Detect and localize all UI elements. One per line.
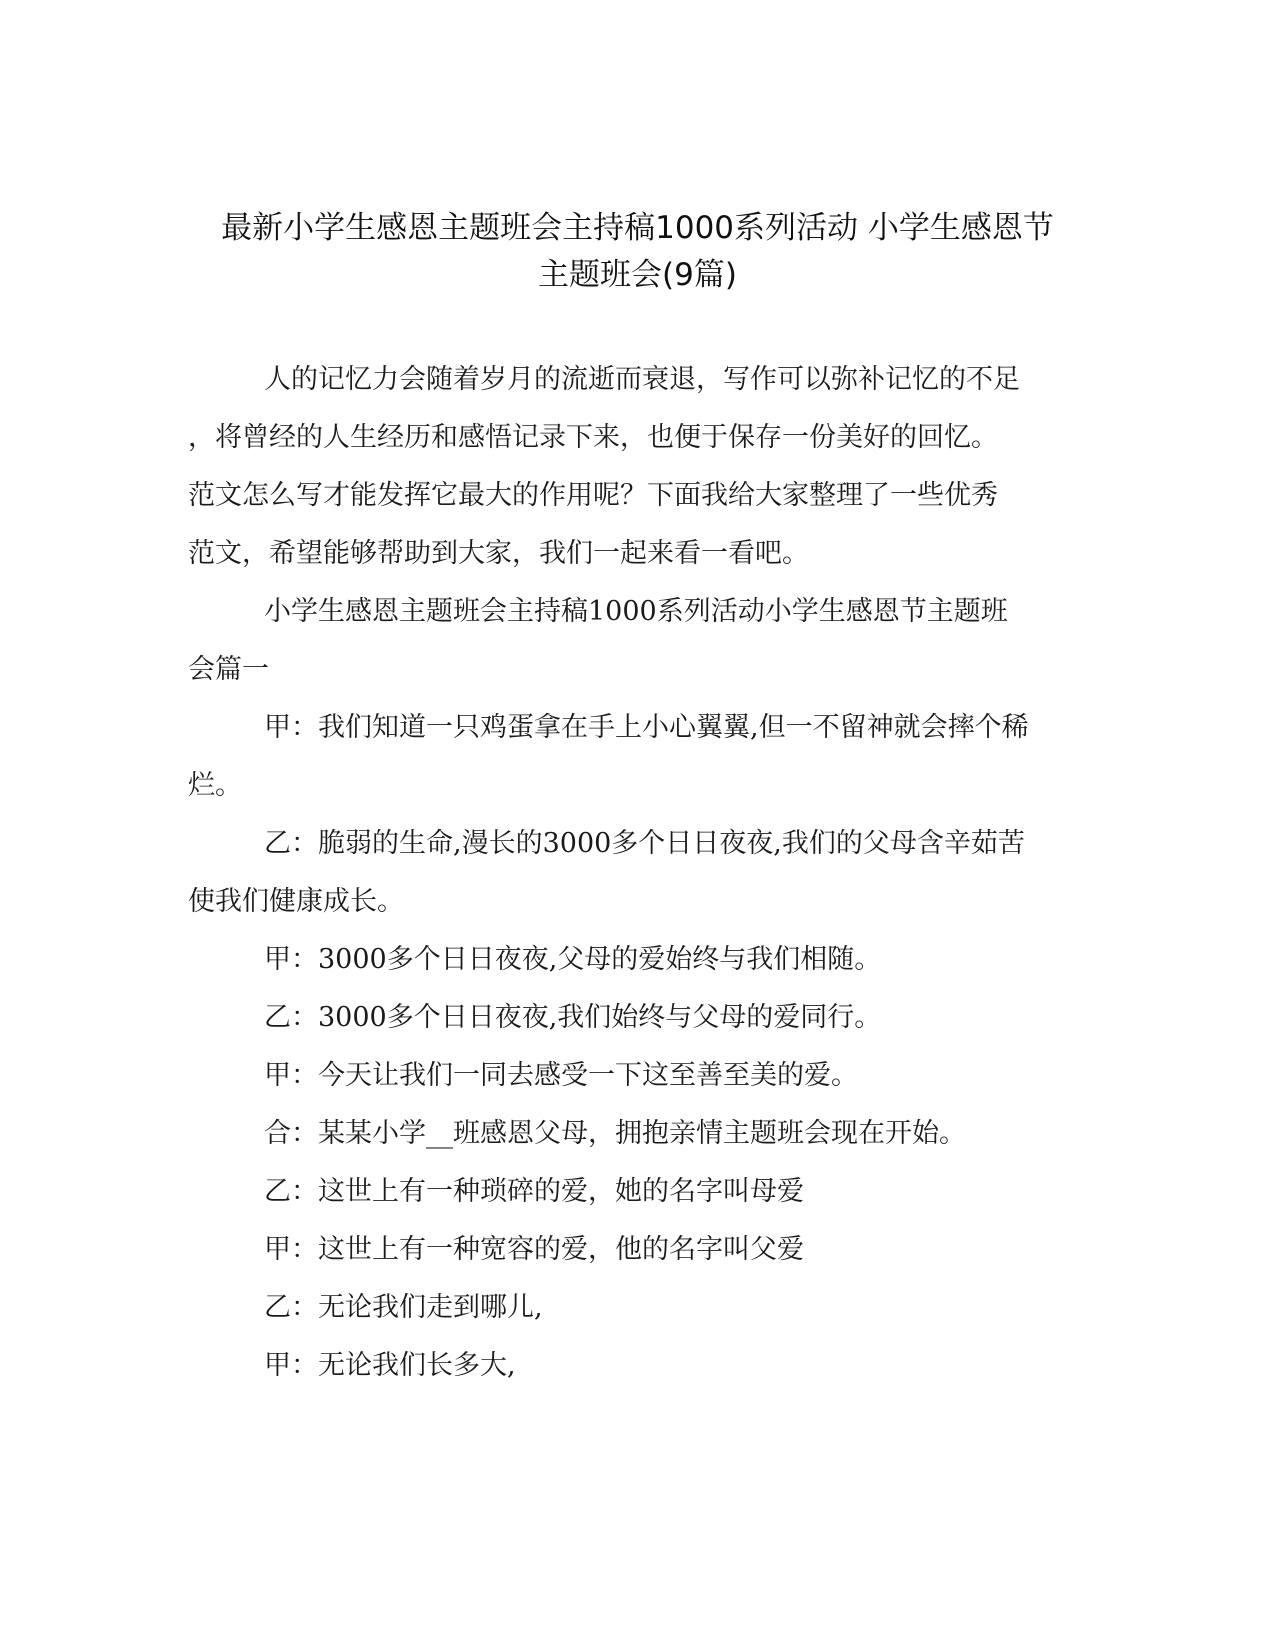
dialogue-line: 甲：我们知道一只鸡蛋拿在手上小心翼翼,但一不留神就会摔个稀 — [264, 712, 1029, 743]
dialogue-line: 合：某某小学__班感恩父母，拥抱亲情主题班会现在开始。 — [264, 1118, 966, 1149]
document-title — [150, 205, 1125, 299]
paragraph-line: 人的记忆力会随着岁月的流逝而衰退，写作可以弥补记忆的不足 — [264, 364, 1020, 395]
paragraph-line: 范文，希望能够帮助到大家，我们一起来看一看吧。 — [188, 538, 809, 569]
dialogue-line: 乙：脆弱的生命,漫长的3000多个日日夜夜,我们的父母含辛茹苦 — [264, 828, 1025, 859]
dialogue-line: 乙：无论我们走到哪儿, — [264, 1292, 543, 1323]
paragraph-line: 范文怎么写才能发挥它最大的作用呢？下面我给大家整理了一些优秀 — [188, 480, 998, 511]
dialogue-line: 乙：这世上有一种琐碎的爱，她的名字叫母爱 — [264, 1176, 804, 1207]
title-line-1: 最新小学生感恩主题班会主持稿1000系列活动 小学生感恩节 — [221, 210, 1054, 246]
dialogue-line: 甲：这世上有一种宽容的爱，他的名字叫父爱 — [264, 1234, 804, 1265]
dialogue-line: 乙：3000多个日日夜夜,我们始终与父母的爱同行。 — [264, 1002, 882, 1033]
section-heading-line: 会篇一 — [188, 654, 269, 685]
dialogue-line: 使我们健康成长。 — [188, 886, 404, 917]
paragraph-line: ，将曾经的人生经历和感悟记录下来，也便于保存一份美好的回忆。 — [188, 422, 998, 453]
dialogue-line: 甲：3000多个日日夜夜,父母的爱始终与我们相随。 — [264, 944, 882, 975]
dialogue-line: 烂。 — [188, 770, 242, 801]
section-heading-line: 小学生感恩主题班会主持稿1000系列活动小学生感恩节主题班 — [264, 596, 1008, 627]
dialogue-line: 甲：今天让我们一同去感受一下这至善至美的爱。 — [264, 1060, 858, 1091]
title-line-2: 主题班会(9篇) — [538, 257, 737, 293]
dialogue-line: 甲：无论我们长多大, — [264, 1350, 516, 1381]
